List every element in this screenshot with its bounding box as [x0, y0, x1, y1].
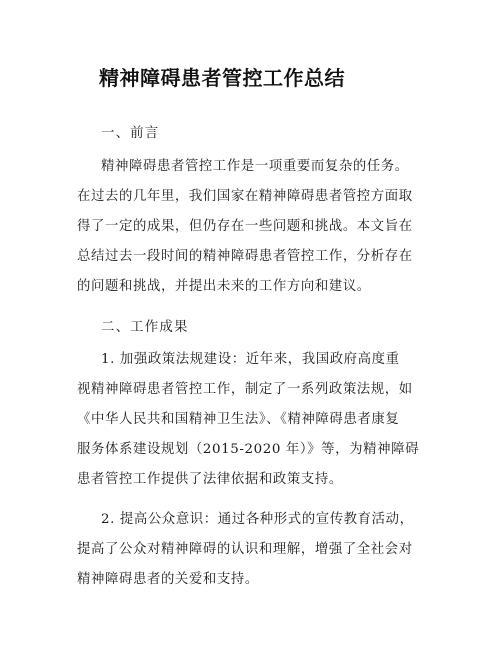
section-heading-intro: 一、前言: [101, 126, 160, 141]
paragraph-line: 总结过去一段时间的精神障碍患者管控工作，分析存在: [77, 249, 413, 264]
paragraph-line: 患者管控工作提供了法律依据和政策支持。: [77, 472, 343, 487]
paragraph-line: 在过去的几年里，我们国家在精神障碍患者管控方面取: [77, 189, 413, 204]
paragraph-line: 精神障碍患者的关爱和支持。: [77, 572, 259, 587]
paragraph-line: 得了一定的成果，但仍存在一些问题和挑战。本文旨在: [77, 219, 413, 234]
paragraph-line: 《中华人民共和国精神卫生法》、《精神障碍患者康复: [77, 412, 400, 427]
paragraph-line: 服务体系建设规划（2015-2020 年）》等，为精神障碍: [77, 442, 420, 457]
paragraph-line: 1. 加强政策法规建设：近年来，我国政府高度重: [101, 352, 400, 367]
section-heading-results: 二、工作成果: [101, 320, 189, 335]
paragraph-line: 提高了公众对精神障碍的认识和理解，增强了全社会对: [77, 542, 413, 557]
paragraph-line: 的问题和挑战，并提出未来的工作方向和建议。: [77, 279, 371, 294]
paragraph-line: 精神障碍患者管控工作是一项重要而复杂的任务。: [101, 159, 409, 174]
paragraph-line: 视精神障碍患者管控工作，制定了一系列政策法规，如: [77, 382, 413, 397]
document-title: 精神障碍患者管控工作总结: [99, 66, 345, 90]
paragraph-line: 2. 提高公众意识：通过各种形式的宣传教育活动，: [101, 512, 414, 527]
